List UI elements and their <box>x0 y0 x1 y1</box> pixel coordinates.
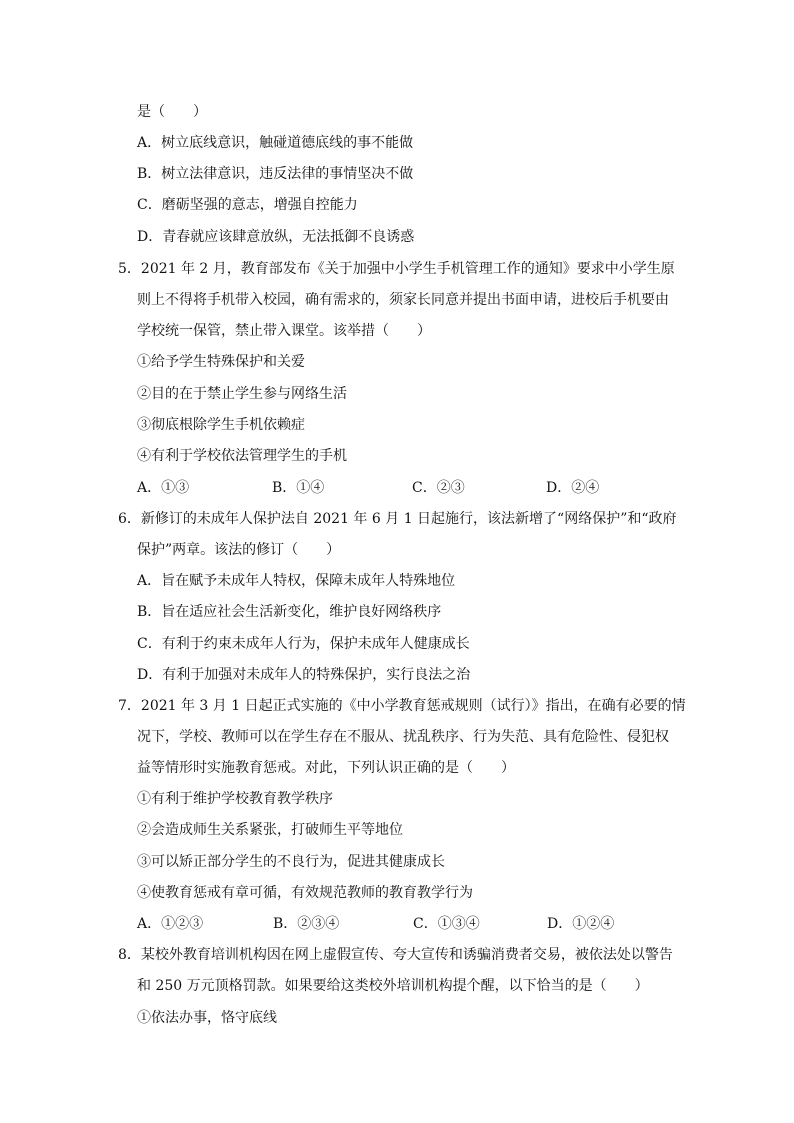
q7-item-1: ①有利于维护学校教育教学秩序 <box>137 791 333 807</box>
q5-choice-b: B．①④ <box>272 480 325 496</box>
q7-item-3: ③可以矫正部分学生的不良行为，促进其健康成长 <box>137 854 445 870</box>
q6-option-d: D．有利于加强对未成年人的特殊保护，实行良法之治 <box>137 667 471 683</box>
q7-choice-a: A．①②③ <box>137 916 204 932</box>
q7-item-4: ④使教育惩戒有章可循，有效规范教师的教育教学行为 <box>137 885 473 901</box>
q7-item-2: ②会造成师生关系紧张，打破师生平等地位 <box>137 822 403 838</box>
q7-choice-c: C．①③④ <box>413 916 480 932</box>
q4-option-d: D．青春就应该肆意放纵，无法抵御不良诱惑 <box>137 229 415 245</box>
q6-stem-line-2: 保护”两章。该法的修订（ ） <box>137 542 341 558</box>
q4-option-b: B．树立法律意识，违反法律的事情坚决不做 <box>137 166 414 182</box>
q5-item-4: ④有利于学校依法管理学生的手机 <box>137 448 347 464</box>
q6-option-a: A．旨在赋予未成年人特权，保障未成年人特殊地位 <box>137 573 456 589</box>
q4-option-a: A．树立底线意识，触碰道德底线的事不能做 <box>137 135 414 151</box>
q5-item-2: ②目的在于禁止学生参与网络生活 <box>137 386 347 402</box>
q8-item-1: ①依法办事，恪守底线 <box>137 1010 277 1026</box>
q7-stem-line-2: 况下，学校、教师可以在学生存在不服从、扰乱秩序、行为失范、具有危险性、侵犯权 <box>137 729 669 745</box>
q7-choice-d: D．①②④ <box>547 916 615 932</box>
q5-choice-a: A．①③ <box>137 480 190 496</box>
q6-option-c: C．有利于约束未成年人行为，保护未成年人健康成长 <box>137 636 470 652</box>
q6-stem-line-1: 6．新修订的未成年人保护法自 2021 年 6 月 1 日起施行，该法新增了“网络保护”和“政府 <box>118 511 677 527</box>
q5-stem-line-1: 5．2021 年 2 月，教育部发布《关于加强中小学生手机管理工作的通知》要求中小学生原 <box>118 261 675 277</box>
q5-item-1: ①给予学生特殊保护和关爱 <box>137 354 305 370</box>
q5-item-3: ③彻底根除学生手机依赖症 <box>137 417 305 433</box>
q4-stem-tail: 是（ ） <box>137 104 207 120</box>
q4-option-c: C．磨砺坚强的意志，增强自控能力 <box>137 197 358 213</box>
q5-stem-line-3: 学校统一保管，禁止带入课堂。该举措（ ） <box>137 323 431 339</box>
q5-choice-d: D．②④ <box>546 480 600 496</box>
q7-stem-line-1: 7．2021 年 3 月 1 日起正式实施的《中小学教育惩戒规则（试行）》指出，在确有必要的情 <box>118 698 686 714</box>
q8-stem-line-1: 8．某校外教育培训机构因在网上虚假宣传、夸大宣传和诱骗消费者交易，被依法处以警告 <box>118 947 673 963</box>
q6-option-b: B．旨在适应社会生活新变化，维护良好网络秩序 <box>137 604 442 620</box>
q5-stem-line-2: 则上不得将手机带入校园，确有需求的，须家长同意并提出书面申请，进校后手机要由 <box>137 292 669 308</box>
q7-choice-b: B．②③④ <box>273 916 340 932</box>
q5-choice-c: C．②③ <box>412 480 465 496</box>
q7-stem-line-3: 益等情形时实施教育惩戒。对此，下列认识正确的是（ ） <box>137 760 515 776</box>
q8-stem-line-2: 和 250 万元顶格罚款。如果要给这类校外培训机构提个醒，以下恰当的是（ ） <box>137 978 649 994</box>
